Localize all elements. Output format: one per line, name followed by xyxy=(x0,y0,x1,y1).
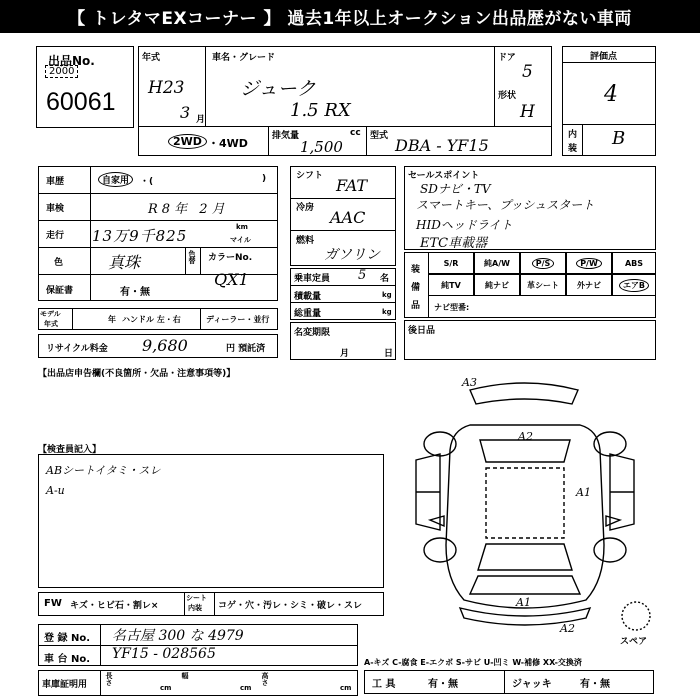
displacement-unit: cc xyxy=(350,128,361,138)
recycle-label: リサイクル料金 xyxy=(46,344,108,354)
color-code-value: QX1 xyxy=(214,270,249,289)
year-month-unit: 月 xyxy=(196,115,206,125)
model-year-label-2: 年式 xyxy=(44,320,58,328)
mark-roof: A3 xyxy=(462,376,477,389)
mark-right-1: A1 xyxy=(576,486,591,499)
mark-rear: A2 xyxy=(518,430,533,443)
cert-unit-1: cm xyxy=(160,684,172,692)
color-code-label: カラーNo. xyxy=(208,253,253,263)
displacement-label: 排気量 xyxy=(272,131,300,141)
tools-value: 有・無 xyxy=(428,679,458,690)
chassis-value: YF15 - 028565 xyxy=(112,646,216,662)
registration-label: 登 録 No. xyxy=(44,633,91,644)
cert-length: 長さ xyxy=(105,672,113,686)
inspection-value: R8年 2月 xyxy=(148,202,229,217)
rear-window xyxy=(480,440,570,462)
sales-point-1: SDナビ・TV xyxy=(420,182,491,196)
drive-4wd: ・4WD xyxy=(208,137,248,150)
score-value: 4 xyxy=(604,82,618,107)
type-value: DBA - YF15 xyxy=(395,136,489,155)
recycle-unit: 円 預託済 xyxy=(226,344,266,354)
cert-width: 幅 xyxy=(181,672,189,679)
doors-label: ドア xyxy=(498,53,516,63)
color-change-label: 色替 xyxy=(188,250,196,264)
mileage-unit-km: km xyxy=(236,223,248,231)
weight-unit: kg xyxy=(382,308,392,316)
roof-panel xyxy=(486,468,564,538)
mileage-unit-mile: マイル xyxy=(230,236,251,244)
model-grade: 1.5 RX xyxy=(290,100,351,121)
inspector-line-1: ABシートイタミ・スレ xyxy=(46,464,161,477)
shape-label: 形状 xyxy=(498,91,517,101)
year-era: H23 xyxy=(148,78,185,98)
equip-alloy: 純A/W xyxy=(474,252,520,274)
sales-point-2: スマートキー、プッシュスタート xyxy=(416,198,595,212)
equip-leather: 革シート xyxy=(520,274,566,296)
model-year-year: 年 xyxy=(108,315,116,324)
sales-point-3: HIDヘッドライト xyxy=(416,218,513,232)
seat-label-2: 内装 xyxy=(188,604,202,612)
capacity-label: 乗車定員 xyxy=(294,274,331,284)
cert-unit-3: cm xyxy=(340,684,352,692)
shift-value: FAT xyxy=(336,176,368,195)
year-month: 3 xyxy=(180,103,191,122)
lot-number: 60061 xyxy=(46,88,116,116)
interior-label-1: 内 xyxy=(568,130,578,140)
jack-label: ジャッキ xyxy=(512,679,552,690)
cert-unit-2: cm xyxy=(240,684,252,692)
cert-height: 高さ xyxy=(261,672,269,686)
equipment-label-1: 装 xyxy=(411,265,421,275)
car-diagram xyxy=(400,370,660,640)
navi-type-label: ナビ型番: xyxy=(434,303,470,312)
model-name: ジューク xyxy=(240,78,316,100)
equipment-label-3: 品 xyxy=(411,301,421,311)
tools-label: 工 具 xyxy=(372,679,396,690)
equip-tv: 純TV xyxy=(428,274,474,296)
roof-part xyxy=(470,383,578,404)
equip-sr: S/R xyxy=(428,252,474,274)
equip-ext-navi: 外ナビ xyxy=(566,274,612,296)
sales-points-label: セールスポイント xyxy=(408,171,480,181)
inspector-label: 【検査員記入】 xyxy=(38,445,102,455)
fuel-label: 燃料 xyxy=(296,236,315,246)
load-unit: kg xyxy=(382,291,392,299)
history-value: 自家用 xyxy=(98,172,133,187)
mileage-label: 走行 xyxy=(46,231,65,241)
later-items-box xyxy=(404,320,656,360)
score-label: 評価点 xyxy=(590,52,618,62)
interior-value: B xyxy=(612,128,626,149)
model-year-dealer: ディーラー・並行 xyxy=(206,315,270,324)
ac-label: 冷房 xyxy=(296,203,315,213)
weight-label: 総重量 xyxy=(294,309,322,319)
registration-value: 名古屋 300 な 4979 xyxy=(112,628,244,644)
inspection-label: 車検 xyxy=(46,204,65,214)
seller-notes-label: 【出品店申告欄(不良箇所・欠品・注意事項等)】 xyxy=(38,369,236,379)
displacement-value: 1,500 xyxy=(300,138,343,156)
warranty-value: 有・無 xyxy=(120,287,150,298)
history-close: ) xyxy=(262,174,267,184)
shape-value: H xyxy=(520,102,535,122)
capacity-value: 5 xyxy=(358,268,367,283)
header-bar xyxy=(0,0,700,33)
recycle-value: 9,680 xyxy=(142,336,188,355)
model-year-label-1: モデル xyxy=(40,310,61,318)
load-label: 積載量 xyxy=(294,292,322,302)
name-change-label: 名変期限 xyxy=(294,328,331,338)
hood xyxy=(470,576,580,594)
mirror-right xyxy=(606,516,620,526)
cert-label: 車庫証明用 xyxy=(42,680,88,690)
fuel-value: ガソリン xyxy=(324,247,380,263)
capacity-unit: 名 xyxy=(380,274,390,284)
model-label: 車名・グレード xyxy=(212,53,276,63)
color-label: 色 xyxy=(54,258,64,268)
later-items-label: 後日品 xyxy=(408,326,436,336)
name-change-month: 月 xyxy=(340,349,350,359)
equip-airbag: エアB xyxy=(612,274,656,296)
jack-value: 有・無 xyxy=(580,679,610,690)
mileage-value: 13万9千825 xyxy=(92,227,188,245)
warranty-label: 保証書 xyxy=(46,286,74,296)
interior-label-2: 装 xyxy=(568,144,578,154)
chassis-label: 車 台 No. xyxy=(44,654,91,665)
doors-value: 5 xyxy=(522,62,533,82)
shift-label: シフト xyxy=(296,171,324,181)
windshield xyxy=(478,544,572,570)
mirror-left xyxy=(430,516,444,526)
seat-text: コゲ・穴・汚レ・シミ・破レ・スレ xyxy=(218,601,363,611)
seat-label-1: シート xyxy=(186,594,207,602)
history-label: 車歴 xyxy=(46,177,65,187)
spare-label: スペア xyxy=(620,637,648,647)
equipment-label-2: 備 xyxy=(411,283,421,293)
drive-2wd: 2WD xyxy=(168,134,207,149)
fw-text: キズ・ヒビ石・割レ× xyxy=(70,601,159,611)
equip-abs: ABS xyxy=(612,252,656,274)
header-title: 【 トレタマEXコーナー 】 過去1年以上オークション出品歴がない車両 xyxy=(68,9,632,29)
year-label: 年式 xyxy=(142,53,161,63)
history-rest: ・( xyxy=(140,177,154,187)
wheel-front-left xyxy=(424,538,456,562)
body-outline xyxy=(446,425,604,608)
lot-label: 出品No. xyxy=(48,54,95,68)
mark-bumper: A2 xyxy=(560,622,575,635)
wheel-front-right xyxy=(594,538,626,562)
type-label: 型式 xyxy=(370,131,389,141)
inspector-line-2: A-u xyxy=(46,484,65,497)
equip-pw: P/W xyxy=(566,252,612,274)
tools-box xyxy=(364,670,654,694)
fw-label: FW xyxy=(44,598,62,609)
spare-tire-icon xyxy=(622,602,650,630)
sales-point-4: ETC車載器 xyxy=(420,236,488,251)
model-year-handle: ハンドル 左・右 xyxy=(122,315,181,324)
equip-ps: P/S xyxy=(520,252,566,274)
equip-navi: 純ナビ xyxy=(474,274,520,296)
damage-legend: A-キズ C-腐食 E-エクボ S-サビ U-凹ミ W-補修 XX-交換済 xyxy=(364,658,582,667)
mark-front: A1 xyxy=(516,596,531,609)
lot-sub: 2000 xyxy=(45,65,78,78)
color-value: 真珠 xyxy=(108,253,141,272)
ac-value: AAC xyxy=(330,208,366,227)
name-change-day: 日 xyxy=(384,349,394,359)
